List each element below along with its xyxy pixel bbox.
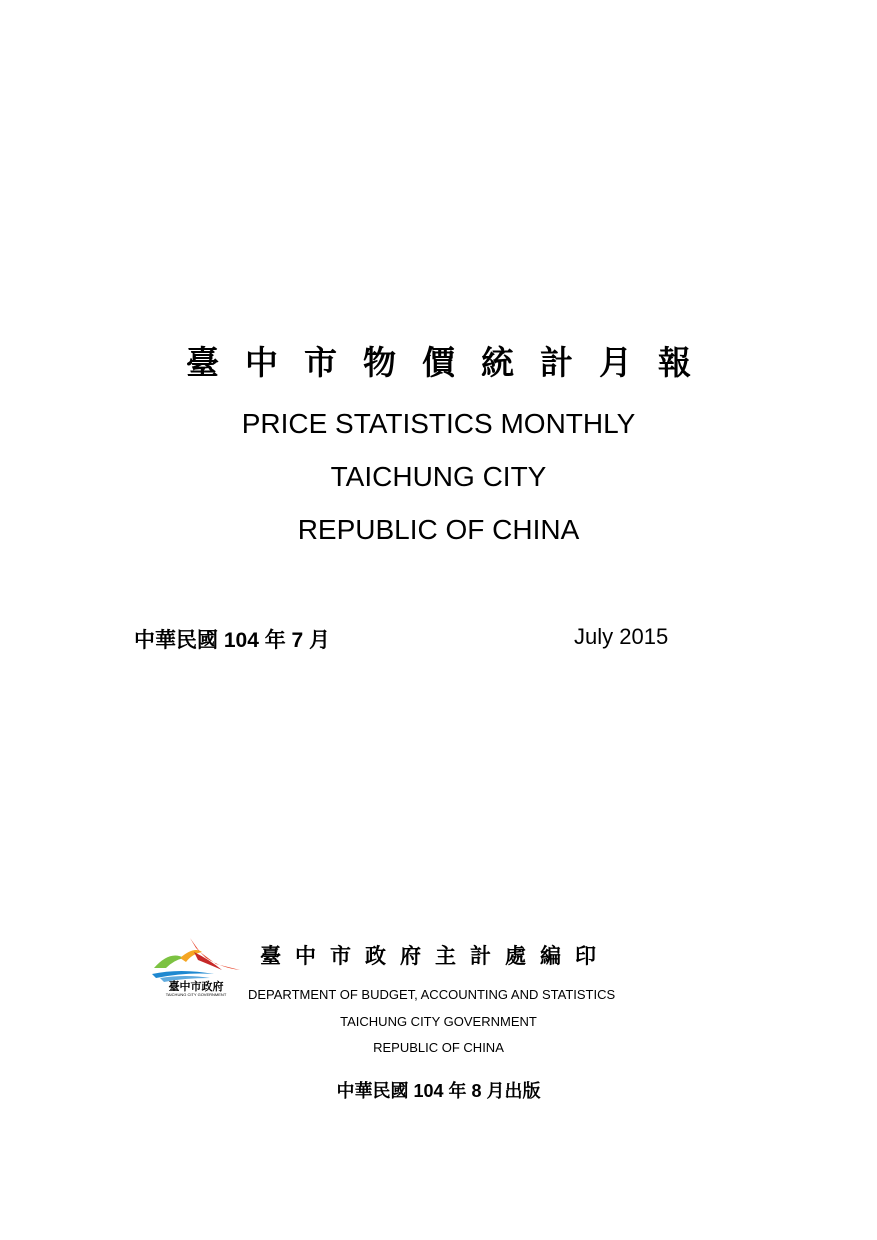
svg-text:TAICHUNG CITY GOVERNMENT: TAICHUNG CITY GOVERNMENT [165,992,227,997]
issue-date-chinese: 中華民國 104 年 7 月 [134,629,331,652]
publication-date: 中華民國 104 年 8 月出版 [336,1081,541,1101]
title-city: TAICHUNG CITY [330,461,547,492]
publisher-chinese: 臺中市政府主計處編印 [260,943,610,968]
publisher-department: DEPARTMENT OF BUDGET, ACCOUNTING AND STATISTICS [248,987,616,1002]
taichung-government-logo [150,934,242,998]
issue-date-english: July 2015 [574,624,669,649]
title-chinese: 臺中市物價統計月報 [186,343,717,382]
title-english: PRICE STATISTICS MONTHLY [241,408,636,439]
publisher-government: TAICHUNG CITY GOVERNMENT [340,1014,537,1029]
publisher-country: REPUBLIC OF CHINA [373,1040,504,1055]
svg-text:臺中市政府: 臺中市政府 [168,980,224,993]
title-country: REPUBLIC OF CHINA [297,514,580,545]
